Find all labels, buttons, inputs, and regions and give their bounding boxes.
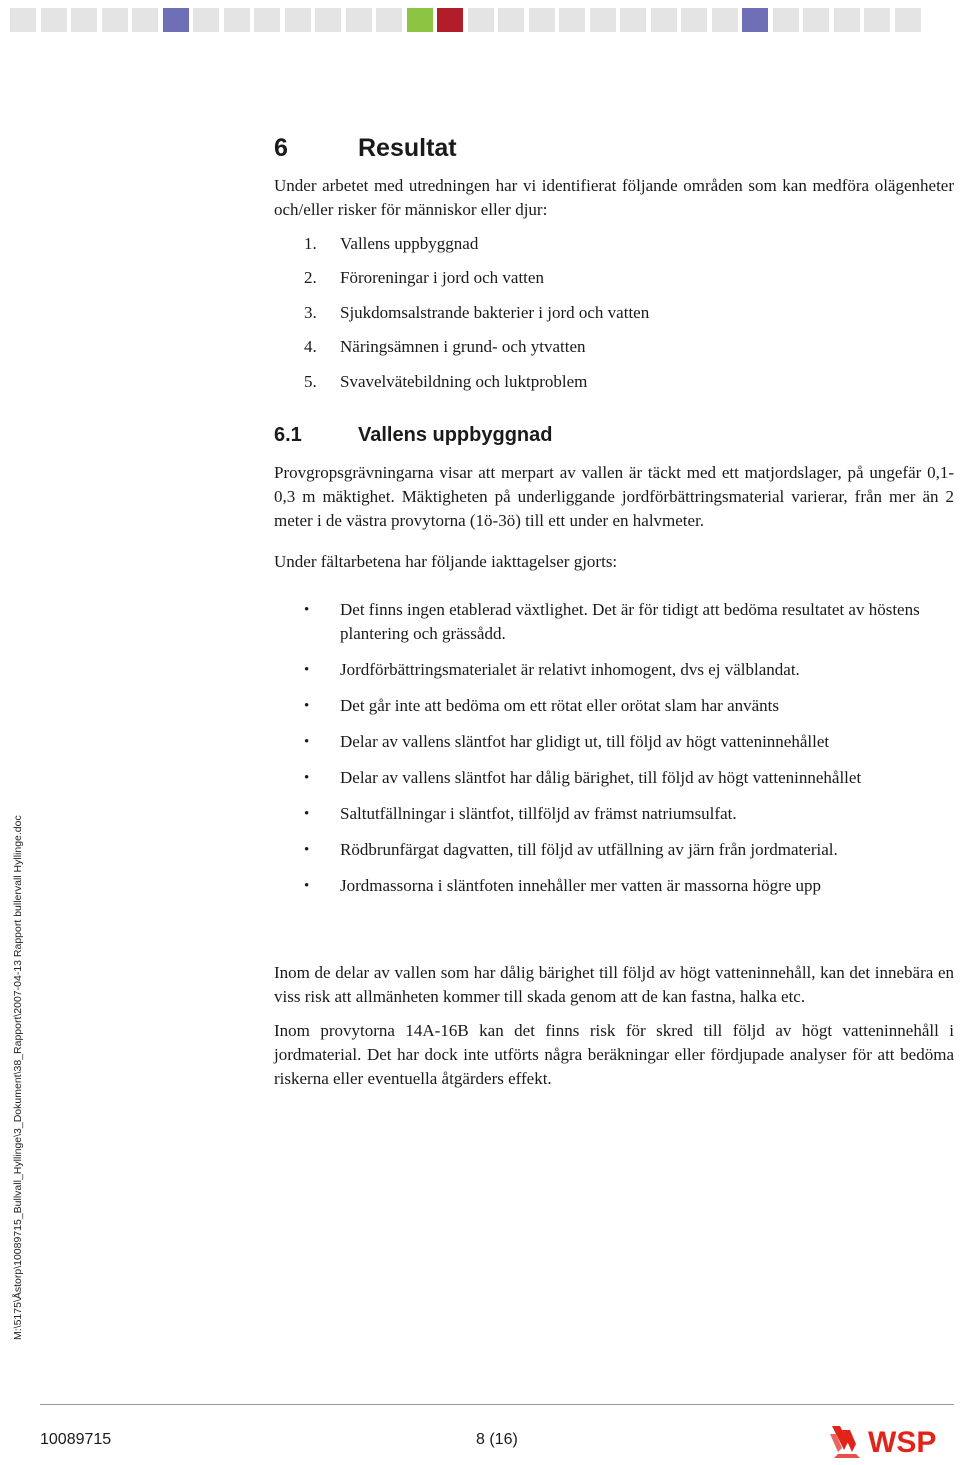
list-item: 1. Vallens uppbyggnad <box>304 234 479 253</box>
list-item: • Jordmassorna i släntfoten innehåller mer vatten är massorna högre upp <box>300 874 955 898</box>
subsection-title: Vallens uppbyggnad <box>358 424 553 446</box>
list-item: • Delar av vallens släntfot har dålig bärighet, till följd av högt vatteninnehållet <box>300 766 955 790</box>
header-color-square <box>498 8 524 32</box>
wsp-logo-icon <box>830 1420 955 1460</box>
file-path-margin-text: M:\5175\Åstorp\10089715_Bullvall_Hyllinge\3_Dokument\38_Rapport\2007-04-13 Rapport bullervall Hyllinge.doc <box>12 815 24 1340</box>
header-color-square <box>41 8 67 32</box>
section-number: 6 <box>274 134 288 162</box>
header-color-square <box>163 8 189 32</box>
bullet-icon: • <box>304 806 310 822</box>
subsection-number: 6.1 <box>274 424 302 446</box>
section-intro <box>274 174 954 222</box>
footer-divider <box>40 1404 954 1405</box>
header-color-square <box>559 8 585 32</box>
header-color-square <box>254 8 280 32</box>
findings-list <box>304 232 649 404</box>
list-item: • Delar av vallens släntfot har glidigt ut, till följd av högt vatteninnehållet <box>300 730 955 754</box>
section-heading <box>274 134 457 163</box>
header-color-square <box>864 8 890 32</box>
header-color-square <box>224 8 250 32</box>
header-color-bar <box>0 8 960 32</box>
bullet-icon: • <box>304 770 310 786</box>
header-color-square <box>437 8 463 32</box>
list-item: • Det går inte att bedöma om ett rötat eller orötat slam har använts <box>300 694 955 718</box>
header-color-square <box>407 8 433 32</box>
paragraph: Inom provytorna 14A-16B kan det finns risk för skred till följd av högt vatteninnehåll i jordmaterial. Det har dock inte utförts några beräkningar eller fördjupade analyser för att bedöma riskerna eller eventuella åtgärders effekt. <box>274 1021 954 1088</box>
header-color-square <box>468 8 494 32</box>
header-color-square <box>102 8 128 32</box>
header-color-square <box>651 8 677 32</box>
header-color-square <box>10 8 36 32</box>
header-color-square <box>132 8 158 32</box>
header-color-square <box>620 8 646 32</box>
paragraph: Inom de delar av vallen som har dålig bärighet till följd av högt vatteninnehåll, kan det innebära en viss risk att allmänheten kommer till skada genom att de kan fastna, halka etc. <box>274 963 954 1006</box>
page-number: 8 (16) <box>476 1431 518 1448</box>
bullet-icon: • <box>304 734 310 750</box>
document-number: 10089715 <box>40 1431 112 1448</box>
list-item: 4. Näringsämnen i grund- och ytvatten <box>304 337 586 357</box>
section-title: Resultat <box>358 134 457 162</box>
header-color-square <box>803 8 829 32</box>
list-item: 3. Sjukdomsalstrande bakterier i jord och vatten <box>304 302 650 322</box>
subsection-heading <box>274 424 552 447</box>
bullet-icon: • <box>304 602 310 618</box>
list-item: • Det finns ingen etablerad växtlighet. Det är för tidigt att bedöma resultatet av höstens plantering och grässådd. <box>304 600 920 643</box>
header-color-square <box>376 8 402 32</box>
header-color-square <box>681 8 707 32</box>
header-color-square <box>529 8 555 32</box>
list-item: • Jordförbättringsmaterialet är relativt inhomogent, dvs ej välblandat. <box>300 658 955 682</box>
header-color-square <box>742 8 768 32</box>
observations-list <box>300 598 955 910</box>
list-item: • Rödbrunfärgat dagvatten, till följd av utfällning av järn från jordmaterial. <box>300 838 955 862</box>
logo-wordmark: WSP <box>868 1426 937 1459</box>
header-color-square <box>71 8 97 32</box>
header-color-square <box>346 8 372 32</box>
bullet-icon: • <box>304 662 310 678</box>
list-item: 5. Svavelvätebildning och luktproblem <box>304 371 588 391</box>
bullet-icon: • <box>304 878 310 894</box>
header-color-square <box>895 8 921 32</box>
list-item: 2. Föroreningar i jord och vatten <box>304 268 544 288</box>
header-color-square <box>773 8 799 32</box>
subsection-body <box>274 461 954 574</box>
header-color-square <box>834 8 860 32</box>
header-color-square <box>193 8 219 32</box>
intro-paragraph: Under arbetet med utredningen har vi identifierat följande områden som kan medföra olägenheter och/eller risker för människor eller djur: <box>274 176 954 219</box>
header-color-square <box>712 8 738 32</box>
bullet-icon: • <box>304 842 310 858</box>
bullet-icon: • <box>304 698 310 714</box>
list-item: • Saltutfällningar i släntfot, tillföljd av främst natriumsulfat. <box>300 802 955 826</box>
conclusion-text <box>274 961 954 1091</box>
header-color-square <box>590 8 616 32</box>
paragraph: Under fältarbetena har följande iakttagelser gjorts: <box>274 552 618 571</box>
header-color-square <box>285 8 311 32</box>
header-color-square <box>315 8 341 32</box>
paragraph: Provgropsgrävningarna visar att merpart av vallen är täckt med ett matjordslager, på ungefär 0,1-0,3 m mäktighet. Mäktigheten på underliggande jordförbättringsmaterial varierar, från mer än 2 meter i de västra provytorna (1ö-3ö) till ett under en halvmeter. <box>274 463 954 530</box>
